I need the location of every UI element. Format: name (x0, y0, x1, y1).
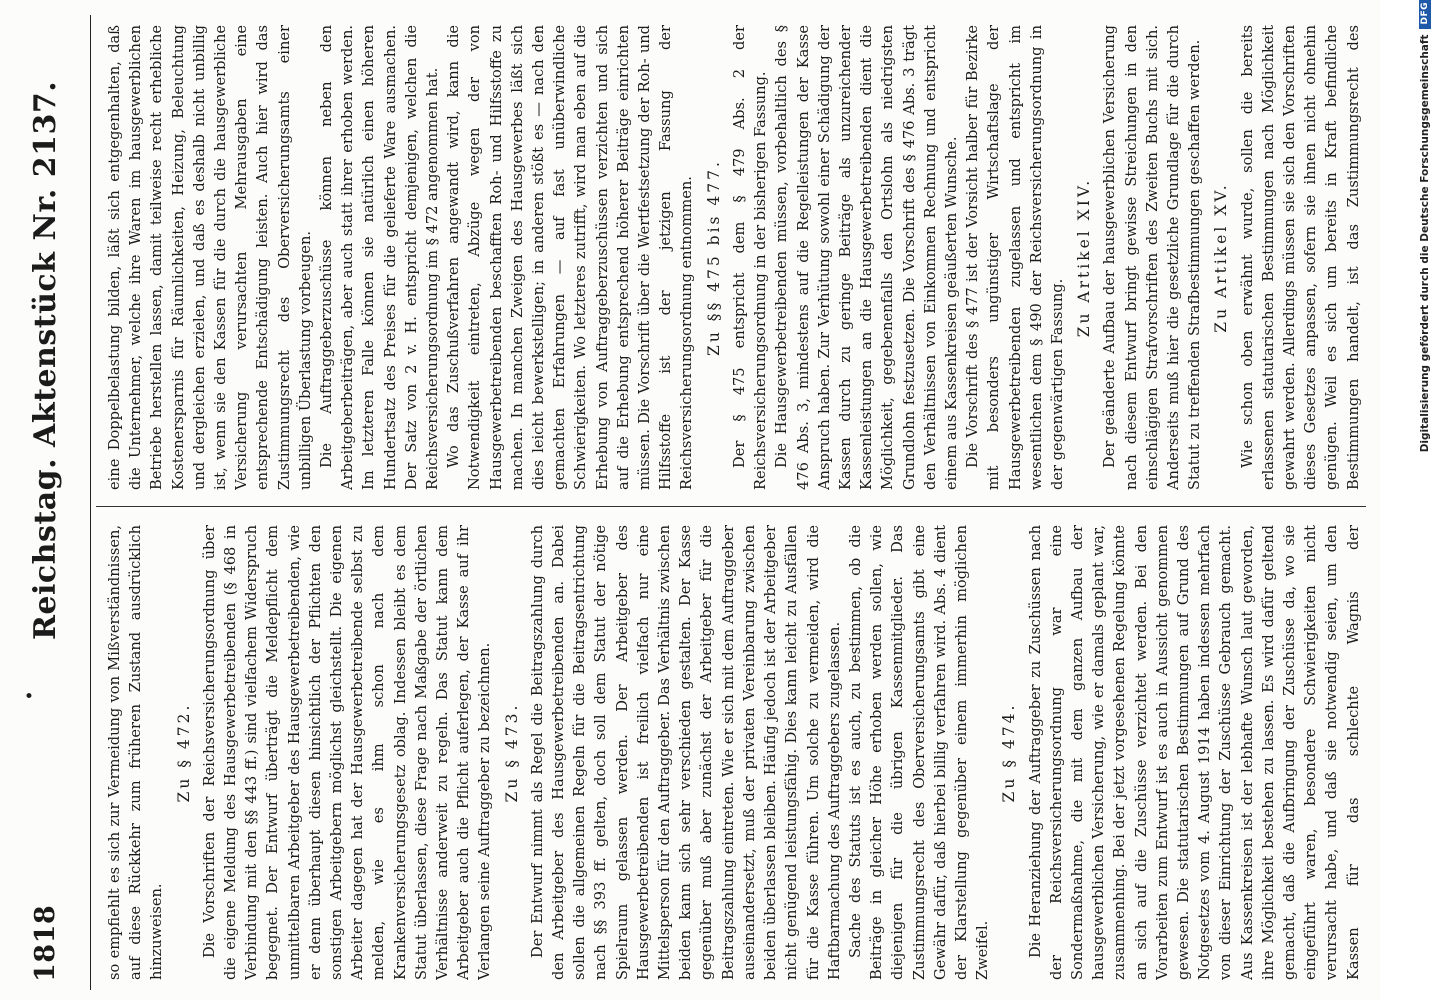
section-heading: Zu § 473. (502, 702, 521, 803)
paragraph: Die Vorschriften der Reichsversicherungsordnung über die eigene Meldung des Hausgewerbetreibenden (§ 468 in Verbindung mit den §§ 443 ff.) sind vielfachem Widerspruch begegnet. Der Entwurf überträgt die Meldepflicht dem unmittelbaren Arbeitgeber des Hausgewerbetreibenden, wie er denn überhaupt diesen hinsichtlich der Pflichten den sonstigen Arbeitgebern möglichst gleichstellt. Die eigenen Arbeiter dagegen hat der Hausgewerbetreibende selbst zu melden, wie es ihm schon nach dem Krankenversicherungsgesetz oblag. Indessen bleibt es dem Statut überlassen, diese Frage nach Maßgabe der örtlichen Verhältnisse anderweit zu regeln. Das Statut kann dem Arbeitgeber auch die Pflicht auferlegen, der Kasse auf ihr Verlangen seine Auftraggeber zu bezeichnen. (200, 525, 494, 980)
paragraph: Der Entwurf nimmt als Regel die Beitragszahlung durch den Arbeitgeber des Hausgewerbetreibenden an. Dabei sollen die allgemeinen Regeln für die Beitragsentrichtung nach §§ 393 ff. gelten, doch soll dem Statut der nötige Spielraum gelassen werden. Der Arbeitgeber des Hausgewerbetreibenden ist freilich vielfach nur eine Mittelsperson für den Auftraggeber. Das Verhältnis zwischen beiden kann sich sehr verschieden gestalten. Der Kasse gegenüber muß aber zunächst der Arbeitgeber für die Beitragszahlung eintreten. Wie er sich mit dem Auftraggeber auseinandersetzt, muß der privaten Vereinbarung zwischen beiden überlassen bleiben. Häufig jedoch ist der Arbeitgeber nicht genügend leistungsfähig. Dies kann leicht zu Ausfällen für die Kasse führen. Um solche zu vermeiden, wird die Haftbarmachung des Auftraggebers zugelassen. (528, 525, 843, 980)
section-heading: Zu Artikel XIV. (1075, 177, 1094, 338)
column-divider (96, 506, 1366, 507)
paragraph: Wo das Zuschußverfahren angewandt wird, kann die Notwendigkeit eintreten, Abzüge wegen der von Hausgewerbetreibenden beschafften Roh- und Hilfsstoffe zu machen. In manchen Zweigen des Hausgewerbes läßt sich dies leicht bewerkstelligen; in anderen stößt es — nach den gemachten Erfahrungen — auf fast unüberwindliche Schwierigkeiten. Wo letzteres zutrifft, wird man eben auf die Erhebung von Auftraggeberzuschüssen verzichten und sich auf die Erhebung entsprechend höherer Beiträge einrichten müssen. Die Vorschrift über die Wertfestsetzung der Roh- und Hilfsstoffe ist der jetzigen Fassung der Reichsversicherungsordnung entnommen. (445, 25, 696, 490)
paragraph: Die Vorschrift des § 477 ist der Vorsicht halber für Bezirke mit besonders ungünstiger Wirtschaftslage der Hausgewerbetreibenden zugelassen und entspricht im wesentlichen dem § 490 der Reichsversicherungsordnung in der gegenwärtigen Fassung. (964, 25, 1066, 490)
paragraph: Sache des Statuts ist es auch, zu bestimmen, ob die Beiträge in gleicher Höhe erhoben werden sollen, wie diejenigen für die übrigen Kassenmitglieder. Das Zustimmungsrecht des Oberversicherungsamts gibt eine Gewähr dafür, daß hierbei billig verfahren wird. Abs. 4 dient der Klarstellung gegenüber einem immerhin möglichen Zweifel. (846, 525, 992, 980)
section-heading: Zu § 472. (174, 702, 193, 803)
header-marker: • (22, 691, 38, 700)
paragraph: Der geänderte Aufbau der hausgewerblichen Versicherung nach diesem Entwurf bringt gewisse Streichungen in den einschlägigen Strafvorschriften des Zweiten Buchs mit sich. Anderseits muß hier die gesetzliche Grundlage für die durch Statut zu treffenden Strafbestimmungen geschaffen werden. (1101, 25, 1204, 490)
digitization-text: Digitalisierung gefördert durch die Deutsche Forschungsgemeinschaft (1419, 34, 1431, 453)
section-heading: Zu Artikel XV. (1212, 182, 1231, 333)
paragraph: eine Doppelbelastung bilden, läßt sich entgegenhalten, daß die Unternehmer, welche ihre Waren im hausgewerblichen Betriebe herstellen lassen, damit teilweise recht erhebliche Kostenersparnis für Räumlichkeiten, Heizung, Beleuchtung und dergleichen erzielen, und daß es deshalb nicht unbillig ist, wenn sie den Kassen für die durch die hausgewerbliche Versicherung verursachten Mehrausgaben eine entsprechende Entschädigung leisten. Auch hier wird das Zustimmungsrecht des Oberversicherungsamts einer unbilligen Überlastung vorbeugen. (106, 25, 314, 490)
left-column (104, 525, 1364, 980)
section-heading: Zu §§ 475 bis 477. (704, 159, 723, 356)
paragraph: Wie schon oben erwähnt wurde, sollen die bereits erlassenen statutarischen Bestimmungen nach Möglichkeit gewahrt werden. Allerdings müssen sie sich den Vorschriften dieses Gesetzes anpassen, sofern sie ihnen nicht ohnehin genügen. Weil es sich um bereits in Kraft befindliche Bestimmungen handelt, ist das Zustimmungsrecht des (1238, 25, 1362, 490)
paragraph: Der § 475 entspricht dem § 479 Abs. 2 der Reichsversicherungsordnung in der bisherigen Fassung. (730, 25, 770, 490)
dfg-logo: DFG (1419, 0, 1431, 29)
paragraph: so empfiehlt es sich zur Vermeidung von Mißverständnissen, auf diese Rückkehr zum früheren Zustand ausdrücklich hinzuweisen. (106, 525, 166, 980)
paragraph: Die Hausgewerbetreibenden müssen, vorbehaltlich des § 476 Abs. 3, mindestens auf die Regelleistungen der Kasse Anspruch haben. Zur Verhütung sowohl einer Schädigung der Kassen durch zu geringe Beiträge als unzureichender Kassenleistungen an die Hausgewerbetreibenden dient die Möglichkeit, gegebenenfalls den Ortslohn als niedrigsten Grundlohn festzusetzen. Die Vorschrift des § 476 Abs. 3 trägt den Verhältnissen von Einkommen Rechnung und entspricht einem aus Kassenkreisen geäußerten Wunsche. (773, 25, 960, 490)
paragraph: Die Heranziehung der Auftraggeber zu Zuschüssen nach der Reichsversicherungsordnung war eine Sondermaßnahme, die mit dem ganzen Aufbau der hausgewerblichen Versicherung, wie er damals geplant war, zusammenhing. Bei der jetzt vorgesehenen Regelung könnte an sich auf die Zuschüsse verzichtet werden. Bei den Vorarbeiten zum Entwurf ist es auch in Aussicht genommen gewesen. Die statutarischen Bestimmungen auf Grund des Notgesetzes vom 4. August 1914 haben indessen mehrfach von dieser Einrichtung der Zuschüsse Gebrauch gemacht. Aus Kassenkreisen ist der lebhafte Wunsch laut geworden, ihre Möglichkeit bestehen zu lassen. Es wird dafür geltend gemacht, daß die Aufbringung der Zuschüsse da, wo sie eingeführt waren, besondere Schwierigkeiten nicht verursacht habe, und daß sie notwendig seien, um den Kassen für das schlechte Wagnis der (1026, 525, 1362, 980)
header-rule (90, 15, 91, 990)
paragraph: Die Auftraggeberzuschüsse können neben den Arbeitgeberbeiträgen, aber auch statt ihrer erhoben werden. Im letzteren Falle können sie natürlich einen höheren Hundertsatz des Preises für die gelieferte Ware ausmachen. Der Satz von 2 v. H. entspricht demjenigen, welchen die Reichsversicherungsordnung im § 472 angenommen hat. (318, 25, 442, 490)
right-column (104, 25, 1364, 490)
page-number: 1818 (30, 904, 61, 982)
page-header (0, 0, 92, 1000)
section-heading: Zu § 474. (1000, 702, 1019, 803)
page-title: Reichstag. Aktenstück Nr. 2137. (28, 80, 63, 640)
digitization-note (1408, 0, 1434, 1000)
